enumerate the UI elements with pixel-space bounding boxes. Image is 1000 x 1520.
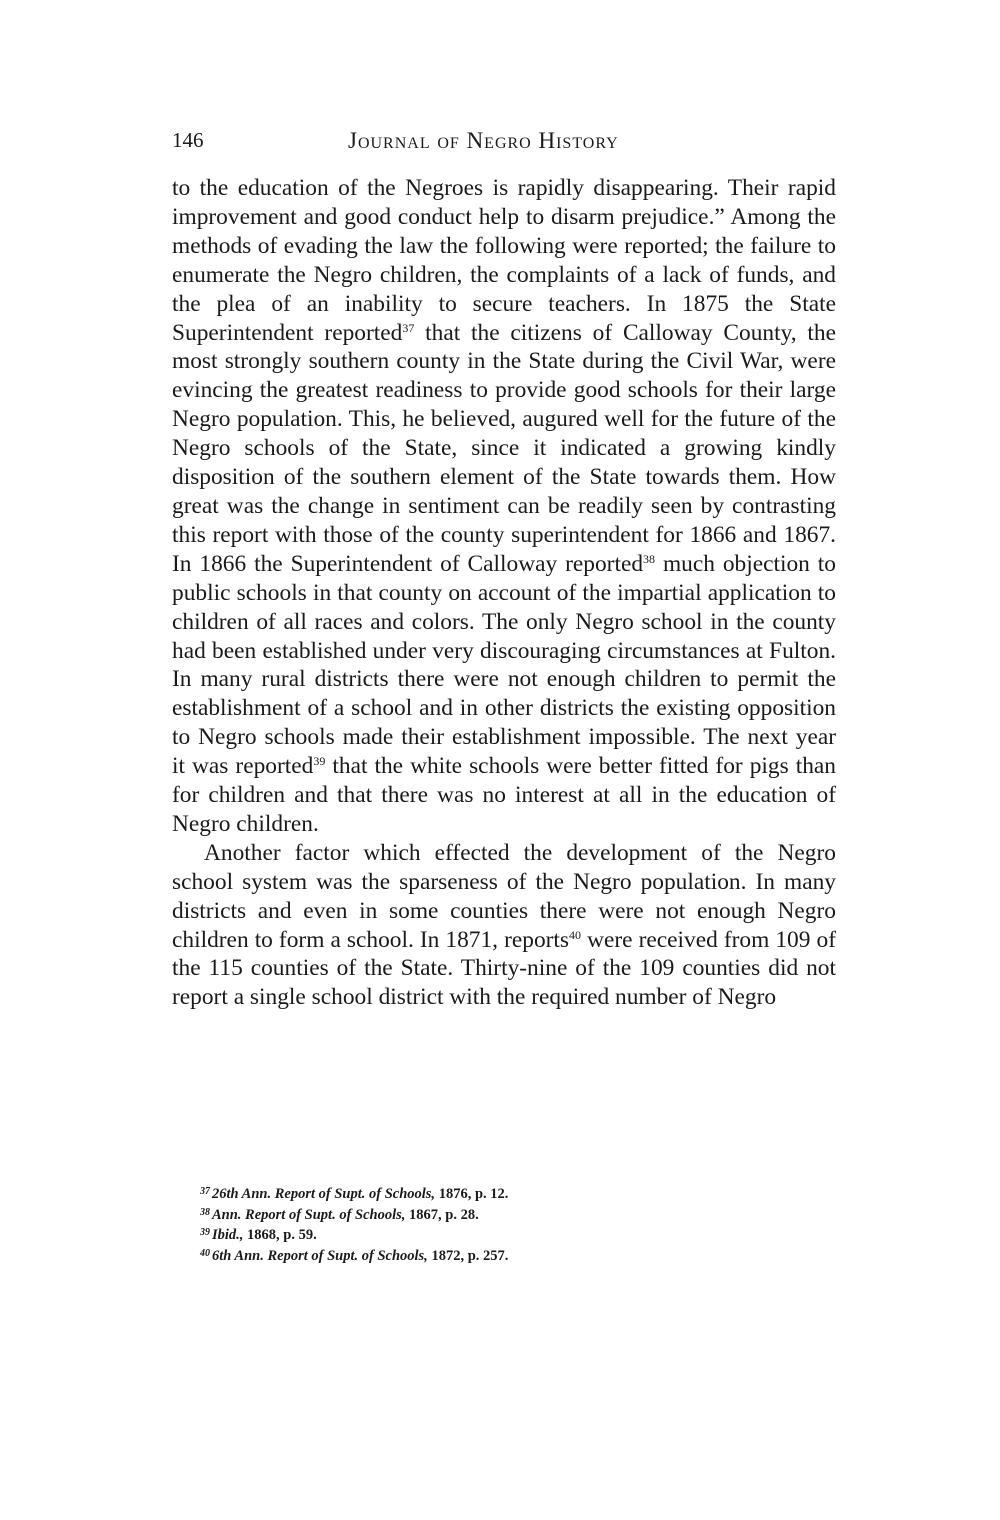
paragraph-2-text-1: Another factor which effected the development of the Negro school system was the sparseness of the Negro population. In many districts and even in some counties there were not enough Negro children to form a school. In 1871, reports bbox=[172, 839, 836, 953]
body-text bbox=[172, 174, 836, 1012]
footnote-ref-37: 37 bbox=[402, 320, 415, 335]
footnotes bbox=[200, 1184, 800, 1266]
paragraph-1 bbox=[172, 174, 836, 839]
footnote-number: 39 bbox=[200, 1227, 210, 1238]
footnote-ref-39: 39 bbox=[313, 754, 326, 769]
footnote-number: 38 bbox=[200, 1206, 210, 1218]
footnote-number: 40 bbox=[200, 1247, 210, 1259]
footnote bbox=[200, 1205, 800, 1226]
paragraph-2-text-2: were received from 109 of the 115 counties of the State. Thirty-nine of the 109 counties did not report a single school district with the required number of Negro bbox=[172, 926, 836, 1011]
paragraph-2 bbox=[172, 839, 836, 1012]
running-head bbox=[172, 128, 836, 158]
footnote-ref-38: 38 bbox=[643, 551, 656, 566]
footnote-citation: 1872, p. 257. bbox=[427, 1247, 509, 1264]
footnote bbox=[200, 1246, 800, 1267]
paragraph-1-text-1: to the education of the Negroes is rapidly disappearing. Their rapid improvement and good conduct help to disarm prejudice.” Among the methods of evading the law the following were reported; the failure to enumerate the Negro children, the complaints of a lack of funds, and the plea of an inability to secure teachers. In 1875 the State Superintendent reported bbox=[172, 175, 836, 346]
footnote-source-title: Ibid., bbox=[212, 1227, 244, 1243]
footnote bbox=[200, 1225, 800, 1246]
footnote-citation: 1876, p. 12. bbox=[435, 1186, 509, 1202]
footnote-citation: 1867, p. 28. bbox=[405, 1206, 479, 1223]
journal-title: Journal of Negro History bbox=[348, 128, 619, 153]
footnote-source-title: Ann. Report of Supt. of Schools, bbox=[212, 1206, 406, 1223]
paragraph-1-text-2: that the citizens of Calloway County, the most strongly southern county in the State during the Civil War, were evincing the greatest readiness to provide good schools for their large Negro population. This, he believed, augured well for the future of the Negro schools of the State, since it indicated a growing kindly disposition of the southern element of the State towards them. How great was the change in sentiment can be readily seen by contrasting this report with those of the county superintendent for 1866 and 1867. In 1866 the Superintendent of Calloway reported bbox=[172, 319, 836, 577]
paragraph-1-text-3: much objection to public schools in that county on account of the impartial application to children of all races and colors. The only Negro school in the county had been established under very discouraging circumstances at Fulton. In many rural districts there were not enough children to permit the establishment of a school and in other districts the existing opposition to Negro schools made their establishment impossible. The next year it was reported bbox=[172, 550, 836, 780]
footnote-source-title: 6th Ann. Report of Supt. of Schools, bbox=[212, 1247, 428, 1264]
footnote-citation: 1868, p. 59. bbox=[243, 1227, 317, 1243]
footnote-number: 37 bbox=[200, 1186, 210, 1197]
footnote-source-title: 26th Ann. Report of Supt. of Schools, bbox=[212, 1186, 436, 1202]
paragraph-1-text-4: that the white schools were better fitted for pigs than for children and that there was no interest at all in the education of Negro children. bbox=[172, 753, 836, 837]
footnote-ref-40: 40 bbox=[569, 927, 582, 942]
page-number: 146 bbox=[172, 128, 204, 152]
footnote bbox=[200, 1184, 800, 1205]
